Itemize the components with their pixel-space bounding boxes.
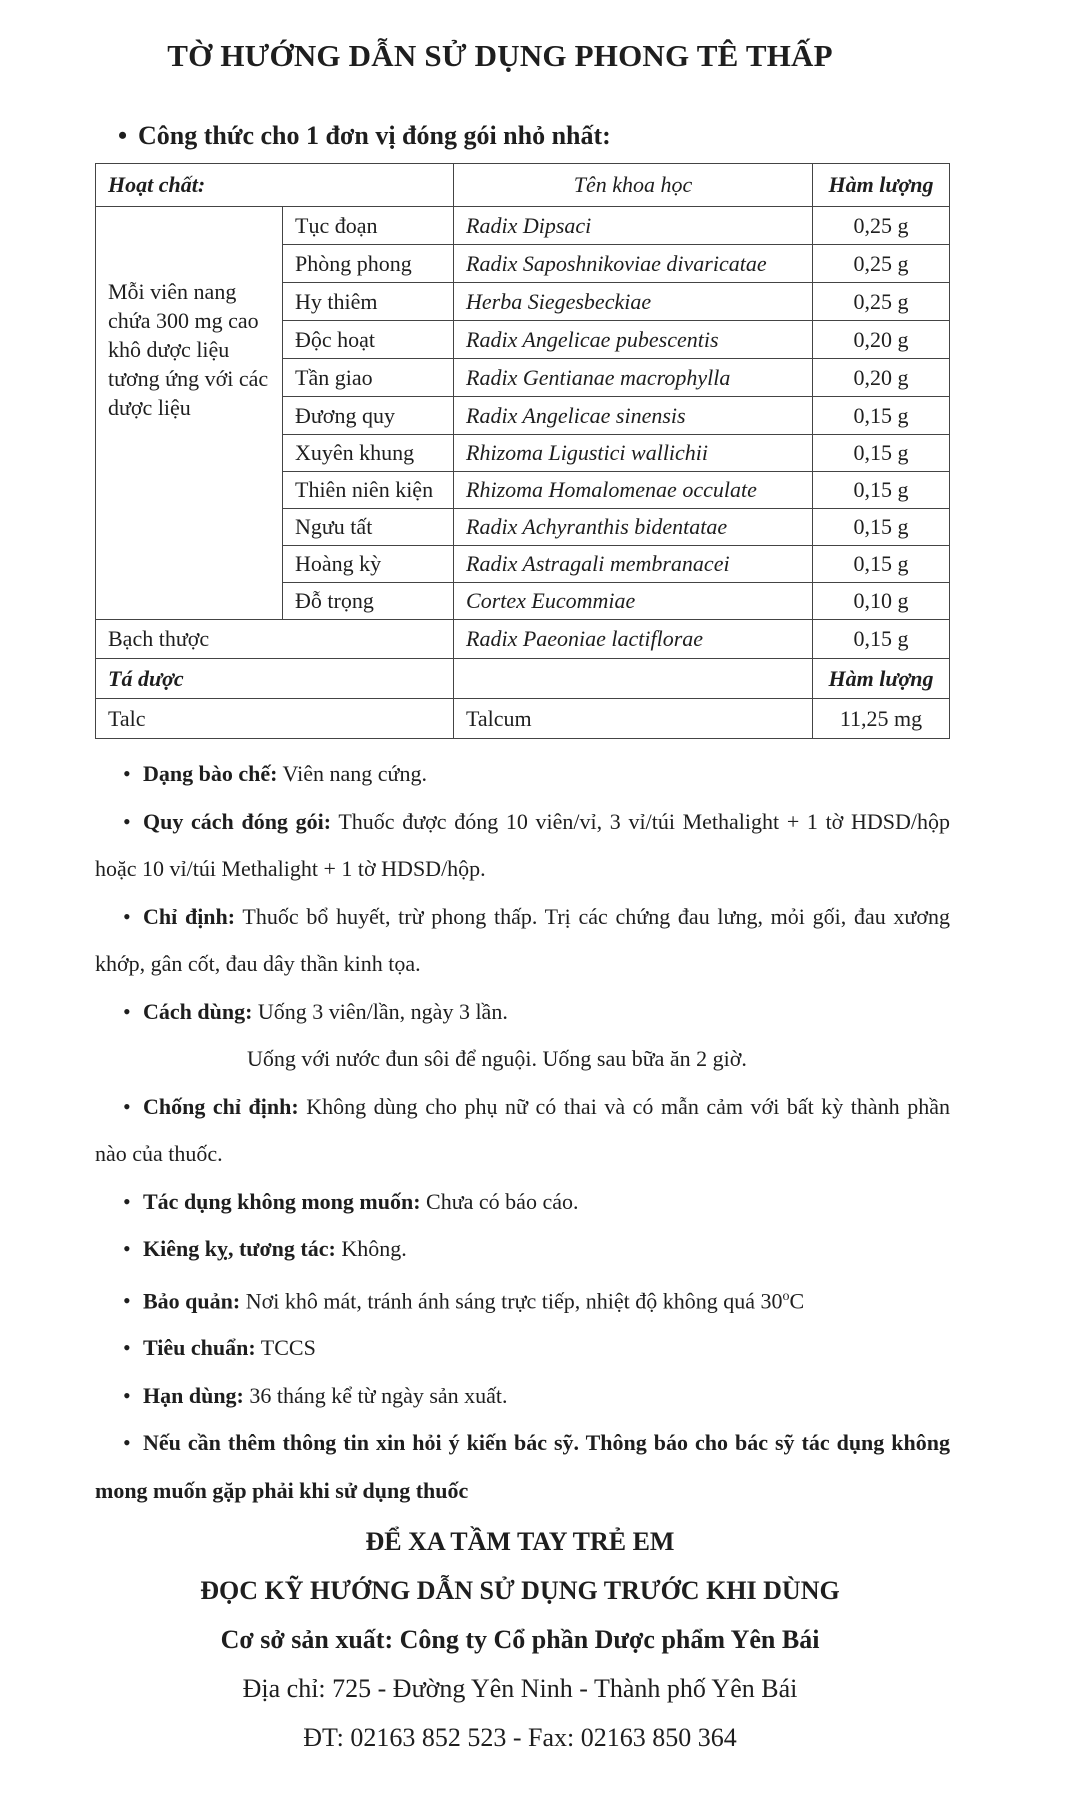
excipient-amount: 11,25 mg <box>813 699 950 739</box>
section-label: Hạn dùng: <box>143 1382 244 1408</box>
address: Địa chỉ: 725 - Đường Yên Ninh - Thành phố Yên Bái <box>242 1674 798 1703</box>
header-content: Hàm lượng <box>813 164 950 207</box>
excipient-header-label: Tá dược <box>96 659 454 699</box>
warning-read-instructions: ĐỌC KỸ HƯỚNG DẪN SỬ DỤNG TRƯỚC KHI DÙNG <box>200 1576 840 1605</box>
excipient-scientific: Talcum <box>454 699 813 739</box>
manufacturer: Cơ sở sản xuất: Công ty Cổ phần Dược phẩm Yên Bái <box>220 1625 820 1654</box>
ingredient-name: Phòng phong <box>283 245 454 283</box>
ingredient-scientific: Radix Paeoniae lactiflorae <box>454 620 813 659</box>
bullet-icon: • <box>123 1287 131 1313</box>
section-text: Không dùng cho phụ nữ có thai và có mẫn cảm với bất kỳ thành phần nào của thuốc. <box>95 1093 950 1166</box>
section-dosage-form <box>95 750 950 798</box>
section-label: Chỉ định: <box>143 903 236 929</box>
section-advice <box>95 1419 950 1514</box>
bullet-icon: • <box>123 998 131 1024</box>
section-label: Cách dùng: <box>143 998 253 1024</box>
section-label: Tiêu chuẩn: <box>143 1335 256 1361</box>
header-scientific: Tên khoa học <box>454 164 813 207</box>
ingredient-amount: 0,20 g <box>813 321 950 359</box>
section-label: Tác dụng không mong muốn: <box>143 1188 421 1214</box>
ingredient-scientific: Radix Angelicae pubescentis <box>454 321 813 359</box>
ingredient-scientific: Radix Dipsaci <box>454 207 813 245</box>
footer <box>0 1517 1040 1762</box>
ingredient-amount: 0,20 g <box>813 359 950 397</box>
bullet-icon: • <box>123 1093 131 1119</box>
bullet-icon: • <box>123 1430 131 1456</box>
ingredient-amount: 0,25 g <box>813 207 950 245</box>
section-label: Kiêng kỵ, tương tác: <box>143 1236 336 1261</box>
ingredient-name: Đỗ trọng <box>283 583 454 620</box>
section-label: Dạng bào chế: <box>143 761 278 786</box>
excipient-header-row <box>96 659 950 699</box>
section-expiry <box>95 1372 950 1420</box>
ingredient-amount: 0,15 g <box>813 546 950 583</box>
section-interactions <box>95 1225 950 1273</box>
table-row <box>96 207 950 245</box>
bullet-icon: • <box>123 903 131 929</box>
ingredient-scientific: Herba Siegesbeckiae <box>454 283 813 321</box>
ingredient-scientific: Radix Gentianae macrophylla <box>454 359 813 397</box>
section-usage-line2: Uống với nước đun sôi để nguội. Uống sau bữa ăn 2 giờ. <box>247 1046 747 1071</box>
ingredient-name: Tần giao <box>283 359 454 397</box>
bullet-icon: • <box>123 761 131 786</box>
ingredient-name: Độc hoạt <box>283 321 454 359</box>
table-row-talc <box>96 699 950 739</box>
section-text: Nơi khô mát, tránh ánh sáng trực tiếp, nhiệt độ không quá 30 <box>240 1287 783 1313</box>
section-packaging <box>95 798 950 893</box>
bullet-icon: • <box>123 808 131 834</box>
bullet-icon: • <box>123 1335 131 1361</box>
bullet-icon: • <box>118 121 128 150</box>
contact: ĐT: 02163 852 523 - Fax: 02163 850 364 <box>303 1723 737 1752</box>
section-usage <box>95 988 950 1036</box>
table-header-row <box>96 164 950 207</box>
section-text: Thuốc bổ huyết, trừ phong thấp. Trị các chứng đau lưng, mỏi gối, đau xương khớp, gân cốt, đau dây thần kinh tọa. <box>95 903 950 976</box>
page-title: TỜ HƯỚNG DẪN SỬ DỤNG PHONG TÊ THẤP <box>167 38 833 73</box>
section-text: Thuốc được đóng 10 viên/vỉ, 3 vỉ/túi Methalight + 1 tờ HDSD/hộp hoặc 10 vỉ/túi Methalight + 1 tờ HDSD/hộp. <box>95 808 950 881</box>
ingredient-amount: 0,15 g <box>813 397 950 435</box>
excipient-header-empty <box>454 659 813 699</box>
bullet-icon: • <box>123 1382 131 1408</box>
ingredient-name: Bạch thược <box>96 620 454 659</box>
ingredient-amount: 0,25 g <box>813 283 950 321</box>
ingredient-amount: 0,10 g <box>813 583 950 620</box>
ingredient-scientific: Radix Saposhnikoviae divaricatae <box>454 245 813 283</box>
section-contraindication <box>95 1083 950 1178</box>
degree-sup: o <box>782 1288 790 1304</box>
ingredient-scientific: Rhizoma Homalomenae occulate <box>454 472 813 509</box>
warning-children: ĐỂ XA TẦM TAY TRẺ EM <box>365 1527 675 1556</box>
ingredient-scientific: Rhizoma Ligustici wallichii <box>454 435 813 472</box>
section-text: Viên nang cứng. <box>277 761 427 786</box>
ingredients-table <box>95 163 950 739</box>
section-standard <box>95 1324 950 1372</box>
section-text: TCCS <box>255 1335 316 1361</box>
section-label: Quy cách đóng gói: <box>143 808 332 834</box>
temperature-unit: C <box>789 1287 805 1313</box>
ingredient-name: Thiên niên kiện <box>283 472 454 509</box>
ingredient-name: Hy thiêm <box>283 283 454 321</box>
section-text: 36 tháng kể từ ngày sản xuất. <box>243 1382 508 1408</box>
bullet-icon: • <box>123 1188 131 1214</box>
section-storage <box>95 1273 950 1325</box>
group-label: Mỗi viên nang chứa 300 mg cao khô dược liệu tương ứng với các dược liệu <box>108 279 269 420</box>
header-active: Hoạt chất: <box>96 164 454 207</box>
ingredient-amount: 0,15 g <box>813 509 950 546</box>
group-label-cell <box>96 207 283 620</box>
section-label: Chống chỉ định: <box>143 1093 299 1119</box>
ingredient-amount: 0,15 g <box>813 620 950 659</box>
ingredient-scientific: Radix Achyranthis bidentatae <box>454 509 813 546</box>
ingredient-name: Hoàng kỳ <box>283 546 454 583</box>
formula-heading-text: Công thức cho 1 đơn vị đóng gói nhỏ nhất: <box>138 121 611 150</box>
info-sections <box>95 750 950 1514</box>
ingredient-scientific: Cortex Eucommiae <box>454 583 813 620</box>
bullet-icon: • <box>123 1236 131 1261</box>
excipient-header-content: Hàm lượng <box>813 659 950 699</box>
ingredient-scientific: Radix Astragali membranacei <box>454 546 813 583</box>
section-text: Không. <box>335 1236 407 1261</box>
ingredient-amount: 0,25 g <box>813 245 950 283</box>
section-text: Chưa có báo cáo. <box>420 1188 579 1214</box>
section-label: Bảo quản: <box>143 1287 241 1313</box>
ingredient-scientific: Radix Angelicae sinensis <box>454 397 813 435</box>
section-side-effects <box>95 1178 950 1226</box>
ingredient-name: Xuyên khung <box>283 435 454 472</box>
formula-heading <box>118 121 611 151</box>
ingredient-name: Đương quy <box>283 397 454 435</box>
ingredient-name: Tục đoạn <box>283 207 454 245</box>
section-indication <box>95 893 950 988</box>
ingredient-amount: 0,15 g <box>813 472 950 509</box>
table-row-bach-thuoc <box>96 620 950 659</box>
advice-text: Nếu cần thêm thông tin xin hỏi ý kiến bác sỹ. Thông báo cho bác sỹ tác dụng không mong muốn gặp phải khi sử dụng thuốc <box>95 1430 950 1503</box>
ingredient-amount: 0,15 g <box>813 435 950 472</box>
section-text: Uống 3 viên/lần, ngày 3 lần. <box>252 998 508 1024</box>
ingredient-name: Ngưu tất <box>283 509 454 546</box>
excipient-name: Talc <box>96 699 454 739</box>
